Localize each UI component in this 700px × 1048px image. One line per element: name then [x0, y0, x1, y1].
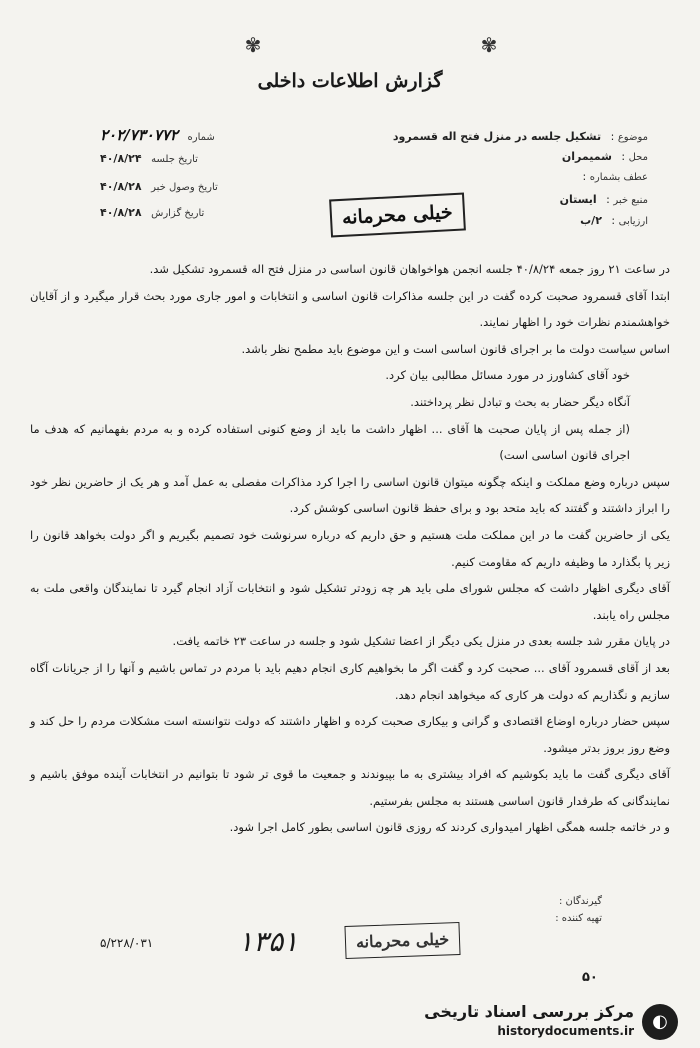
header-received-date: تاریخ وصول خبر ۴۰/۸/۲۸ — [100, 180, 218, 193]
document-title: گزارش اطلاعات داخلی — [257, 70, 443, 92]
body-paragraph: آقای دیگری گفت ما باید بکوشیم که افراد بیشتری به ما بپیوندند و جمعیت ما قوی تر شود تا بتوانیم در انتخابات آینده موفق باشیم و نمایندگانی که طرفدار قانون اساسی هستند به مجلس بفرستیم. — [30, 767, 670, 808]
body-paragraph: ابتدا آقای قسمرود صحبت کرده گفت در این جلسه مذاکرات قانون اساسی و انتخابات و امور جاری مورد بحث قرار میگیرد و از آقایان خواهشمندم نظرات خود را اظهار نمایند. — [30, 288, 670, 330]
emblem-icon: ✾ — [244, 33, 262, 57]
handwritten-number: ۱۳۵۱ — [238, 925, 299, 958]
header-subject: موضوع : تشکیل جلسه در منزل فتح اله قسمرود — [392, 130, 648, 143]
body-paragraph: آقای دیگری اظهار داشت که مجلس شورای ملی باید هر چه زودتر تشکیل شود و انتخابات آزاد انجام گیرد تا نمایندگان واقعی ملت به مجلس راه یابند. — [30, 581, 670, 622]
body-paragraph: یکی از حاضرین گفت ما در این مملکت ملت هستیم و حق داریم که درباره سرنوشت خود تصمیم بگیریم و اگر دولت بخواهد قانون را زیر پا بگذارد ما وظیفه داریم که مقاومت کنیم. — [30, 527, 670, 569]
header-source: منبع خبر : ایستان — [559, 193, 648, 206]
header-rating: ارزیابی : ۲/ب — [580, 214, 648, 227]
body-paragraph: آنگاه دیگر حضار به بحث و تبادل نظر پرداختند. — [410, 394, 630, 409]
header-location: محل : شمیمران — [561, 150, 648, 163]
classification-stamp: خیلی محرمانه — [329, 193, 465, 238]
body-paragraph: و در خاتمه جلسه همگی اظهار امیدواری کردند که روزی قانون اساسی بطور کامل اجرا شود. — [229, 820, 670, 835]
emblem-icon: ✾ — [480, 33, 498, 57]
recipients-label: گیرندگان : — [558, 896, 602, 907]
watermark — [410, 988, 700, 1048]
body-paragraph: در پایان مقرر شد جلسه بعدی در منزل یکی دیگر از اعضا تشکیل شود و جلسه در ساعت ۲۳ خاتمه یافت. — [172, 634, 670, 649]
reference-number: ۵/۲۲۸/۰۳۱ — [100, 936, 154, 950]
header-number: شماره ۲۰۲/۷۳۰۷۷۲ — [100, 126, 215, 144]
body-paragraph: در ساعت ۲۱ روز جمعه ۴۰/۸/۲۴ جلسه انجمن هواخواهان قانون اساسی در منزل فتح اله قسمرود تشکیل شد. — [149, 262, 670, 276]
watermark-name: مرکز بررسی اسناد تاریخی — [424, 1002, 634, 1021]
body-paragraph: سپس حضار درباره اوضاع اقتصادی و گرانی و بیکاری صحبت کرده و اظهار داشتند که دولت نتوانسته است مشکلات مردم را حل کند و وضع روز بروز بدتر میشود. — [30, 714, 670, 755]
archive-logo-icon: ◐ — [642, 1004, 678, 1040]
body-paragraph: خود آقای کشاورز در مورد مسائل مطالبی بیان کرد. — [385, 368, 630, 383]
header-report-date: تاریخ گزارش ۴۰/۸/۲۸ — [100, 206, 205, 219]
prepared-by-label: تهیه کننده : — [555, 913, 602, 924]
watermark-url: historydocuments.ir — [497, 1024, 634, 1038]
header-meeting-date: تاریخ جلسه ۴۰/۸/۲۴ — [100, 152, 198, 165]
report-body — [30, 256, 670, 841]
classification-stamp-bottom: خیلی محرمانه — [344, 922, 460, 959]
body-paragraph: (از جمله پس از پایان صحبت ها آقای ... اظهار داشت ما باید از وضع کنونی استفاده کرده و به مردم بفهمانیم که هدف ما اجرای قانون اساسی است) — [30, 421, 630, 463]
body-paragraph: سپس درباره وضع مملکت و اینکه چگونه میتوان قانون اساسی را اجرا کرد مذاکرات مفصلی به عمل آمد و هر یک از حاضرین نظر خود را ابراز داشتند و گفتند که باید متحد بود و برای حفظ قانون اساسی کوشش کرد. — [30, 474, 670, 516]
body-paragraph: بعد از آقای قسمرود آقای ... صحبت کرد و گفت اگر ما بخواهیم کاری انجام دهیم باید با مردم در تماس باشیم و آنها را از جریانات آگاه سازیم و نگذاریم که دولت هر کاری که میخواهد انجام دهد. — [30, 660, 670, 702]
header-reference: عطف بشماره : — [582, 170, 648, 183]
body-paragraph: اساس سیاست دولت ما بر اجرای قانون اساسی است و این موضوع باید مطمح نظر باشد. — [241, 341, 670, 356]
page-number: ۵۰ — [582, 970, 598, 985]
